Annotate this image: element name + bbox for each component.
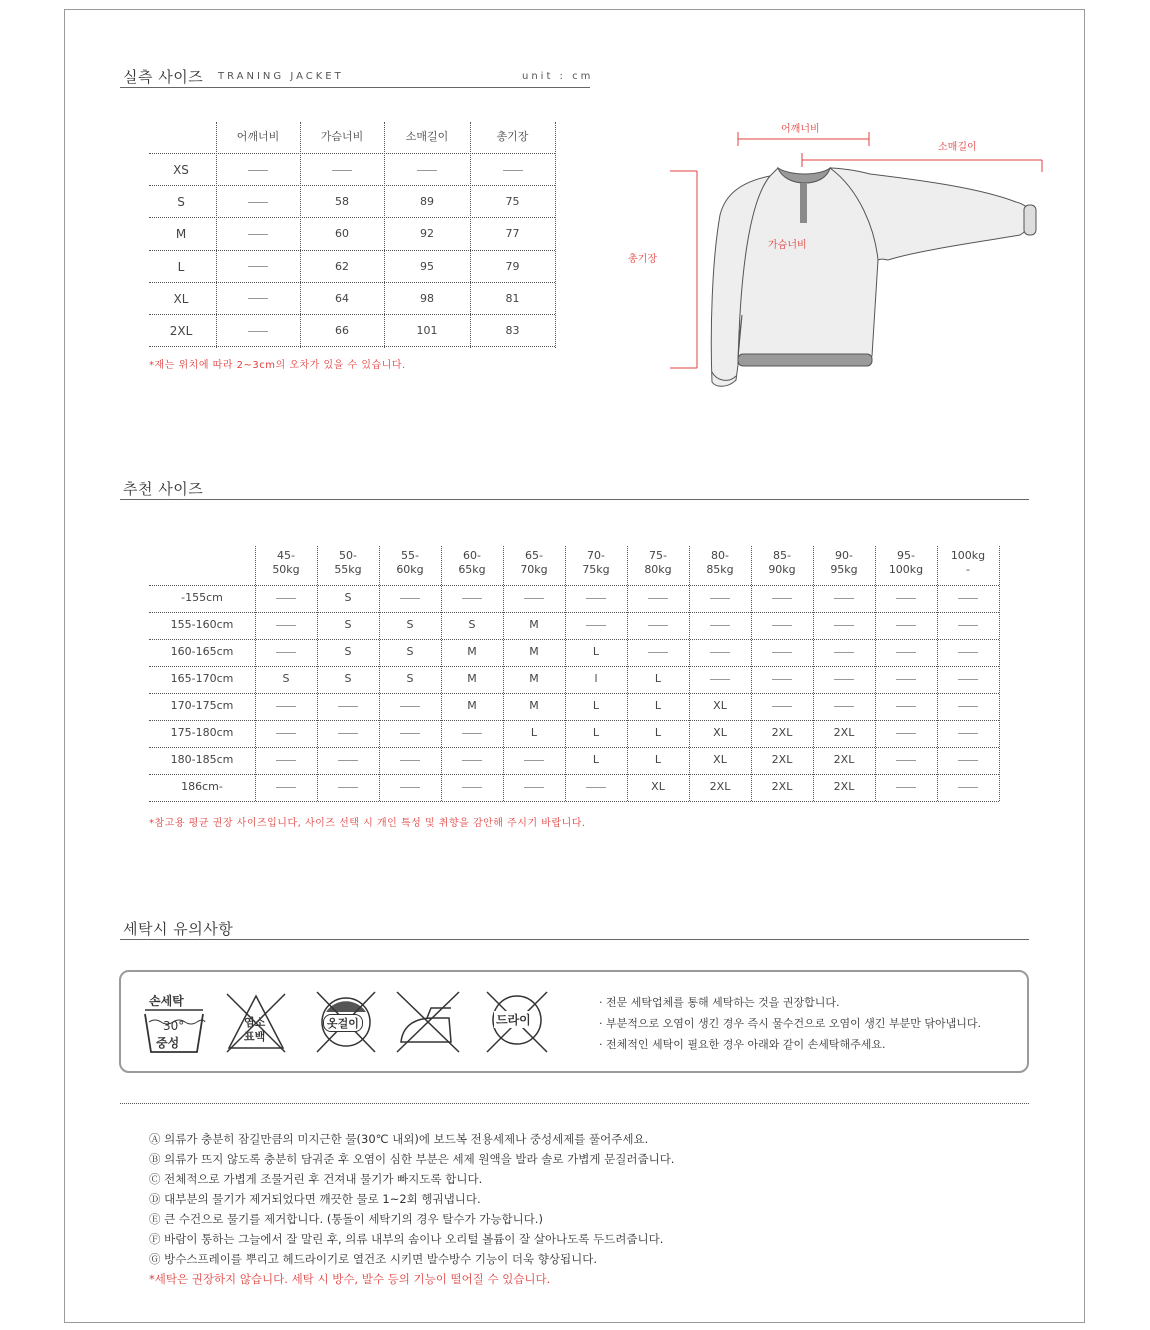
measure-cell: 95	[420, 259, 434, 273]
recommend-cell: S	[406, 672, 414, 685]
empty-dash	[958, 598, 978, 599]
height-label: 175-180cm	[170, 726, 234, 739]
empty-dash	[772, 625, 792, 626]
recommend-cell	[875, 618, 937, 632]
weight-header: 100kg -	[950, 549, 986, 576]
measure-cell: 62	[335, 259, 349, 273]
recommend-row-divider	[149, 693, 999, 694]
recommend-cell	[627, 645, 689, 659]
empty-dash	[772, 652, 792, 653]
recommend-cell: L	[654, 726, 662, 739]
measure-cell: 92	[420, 227, 434, 241]
recommend-cell	[379, 591, 441, 605]
care-bullet: · 전문 세탁업체를 통해 세탁하는 것을 권장합니다.	[599, 996, 840, 1009]
measure-cell: 79	[505, 259, 520, 273]
recommend-cell	[937, 753, 999, 767]
washing-step: Ⓒ 전체적으로 가볍게 조물거린 후 건져내 물기가 빠지도록 합니다.	[149, 1172, 483, 1186]
height-label: 165-170cm	[170, 672, 234, 685]
recommend-cell: S	[468, 618, 476, 631]
recommend-cell: S	[406, 618, 414, 631]
recommend-cell	[255, 753, 317, 767]
washing-step: Ⓖ 방수스프레이를 뿌리고 헤드라이기로 열건조 시키면 발수방수 기능이 더욱 향상됩니다.	[149, 1252, 597, 1266]
empty-dash	[276, 706, 296, 707]
washing-step: Ⓐ 의류가 충분히 잠길만큼의 미지근한 물(30℃ 내외)에 보드복 전용세제나 중성세제를 풀어주세요.	[149, 1132, 649, 1146]
height-label: -155cm	[181, 591, 223, 604]
recommend-cell	[379, 753, 441, 767]
measure-cell: 66	[335, 324, 349, 337]
recommend-cell	[441, 753, 503, 767]
no-bleach-bottom: 표백	[244, 1030, 266, 1043]
recommend-cell	[503, 591, 565, 605]
measure-note: *재는 위치에 따라 2~3cm의 오차가 있을 수 있습니다.	[149, 360, 406, 371]
recommend-cell	[751, 591, 813, 605]
recommend-cell	[875, 672, 937, 686]
recommend-cell: S	[344, 672, 352, 685]
recommend-cell: S	[406, 645, 414, 658]
empty-dash	[710, 598, 730, 599]
recommend-title: 추천 사이즈	[123, 480, 204, 498]
recommend-cell	[255, 645, 317, 659]
empty-dash	[524, 598, 544, 599]
recommend-cell	[317, 753, 379, 767]
measure-size-label: XS	[173, 163, 189, 177]
recommend-cell	[813, 699, 875, 713]
no-bleach-top: 염소	[244, 1016, 266, 1029]
recommend-cell: M	[467, 672, 477, 685]
empty-dash	[710, 679, 730, 680]
empty-dash	[586, 787, 606, 788]
washing-step: Ⓕ 바람이 통하는 그늘에서 잘 말린 후, 의류 내부의 솜이나 오리털 볼륨이 잘 살아나도록 두드려줍니다.	[149, 1232, 664, 1246]
empty-dash	[958, 625, 978, 626]
empty-dash	[338, 760, 358, 761]
recommend-cell	[255, 699, 317, 713]
recommend-cell: L	[592, 726, 600, 739]
empty-dash	[400, 598, 420, 599]
weight-header: 50- 55kg	[334, 549, 362, 576]
weight-header: 70- 75kg	[582, 549, 610, 576]
recommend-cell	[689, 645, 751, 659]
measure-col-header: 총기장	[496, 130, 529, 143]
recommend-cell: XL	[713, 753, 727, 766]
empty-dash	[338, 733, 358, 734]
recommend-note: *참고용 평균 권장 사이즈입니다, 사이즈 선택 시 개인 특성 및 취향을 감안해 주시기 바랍니다.	[149, 818, 586, 829]
empty-dash	[772, 706, 792, 707]
empty-dash	[772, 679, 792, 680]
recommend-cell: 2XL	[709, 780, 731, 793]
recommend-cell: L	[592, 645, 600, 658]
empty-dash	[958, 733, 978, 734]
washing-title: 세탁시 유의사항	[123, 920, 234, 938]
empty-dash	[958, 787, 978, 788]
empty-dash	[896, 733, 916, 734]
recommend-cell: XL	[651, 780, 665, 793]
recommend-cell	[875, 699, 937, 713]
no-iron-icon	[393, 990, 463, 1054]
recommend-row-divider	[149, 720, 999, 721]
recommend-cell	[937, 672, 999, 686]
washing-divider	[120, 1103, 1029, 1104]
weight-header: 85- 90kg	[768, 549, 796, 576]
recommend-cell	[751, 645, 813, 659]
care-bullet: · 부분적으로 오염이 생긴 경우 즉시 물수건으로 오염이 생긴 부분만 닦아냅니다.	[599, 1017, 981, 1030]
diagram-chest-label: 가슴너비	[768, 240, 807, 251]
empty-dash	[648, 652, 668, 653]
recommend-row-divider	[149, 612, 999, 613]
empty-dash	[276, 625, 296, 626]
recommend-cell: 2XL	[771, 726, 793, 739]
recommend-cell	[317, 780, 379, 794]
empty-dash	[834, 625, 854, 626]
recommend-cell	[937, 591, 999, 605]
measure-size-label: S	[177, 195, 185, 210]
height-label: 155-160cm	[170, 618, 234, 631]
recommend-cell	[379, 780, 441, 794]
recommend-cell: l	[594, 672, 598, 685]
empty-dash	[276, 787, 296, 788]
empty-dash	[462, 760, 482, 761]
recommend-cell: L	[654, 699, 662, 712]
recommend-cell: M	[529, 699, 539, 712]
recommend-cell: L	[592, 699, 600, 712]
recommend-cell	[255, 780, 317, 794]
washing-step: Ⓓ 대부분의 물기가 제거되었다면 깨끗한 물로 1~2회 헹궈냅니다.	[149, 1192, 481, 1206]
washing-care-box	[119, 970, 1029, 1073]
recommend-cell: 2XL	[833, 780, 855, 793]
recommend-cell	[813, 645, 875, 659]
recommend-cell	[317, 699, 379, 713]
recommend-cell: M	[467, 645, 477, 658]
empty-dash	[276, 733, 296, 734]
recommend-cell	[813, 618, 875, 632]
measure-cell: 58	[335, 195, 349, 209]
recommend-cell	[751, 699, 813, 713]
recommend-cell	[503, 780, 565, 794]
weight-header: 90- 95kg	[830, 549, 858, 576]
recommend-row-divider	[149, 774, 999, 775]
recommend-cell: L	[654, 672, 662, 685]
empty-dash	[834, 652, 854, 653]
empty-dash	[400, 787, 420, 788]
recommend-cell: 2XL	[771, 780, 793, 793]
empty-dash	[710, 652, 730, 653]
empty-dash	[462, 787, 482, 788]
empty-dash	[648, 625, 668, 626]
measure-cell: 101	[416, 324, 438, 337]
measure-size-label: L	[177, 259, 185, 274]
measure-subtitle: TRANING JACKET	[218, 71, 344, 82]
recommend-row-divider	[149, 585, 999, 586]
empty-dash	[958, 706, 978, 707]
empty-dash	[896, 652, 916, 653]
no-hanger-text: 옷걸이	[323, 1014, 363, 1032]
recommend-row-divider	[149, 666, 999, 667]
hand-wash-top: 손세탁	[149, 994, 184, 1008]
recommend-cell	[441, 726, 503, 740]
recommend-cell: L	[530, 726, 538, 739]
measure-col-header: 어깨너비	[236, 130, 280, 143]
recommend-cell: S	[344, 618, 352, 631]
height-label: 160-165cm	[170, 645, 234, 658]
hand-wash-bottom: 중성	[156, 1036, 180, 1050]
empty-dash	[400, 760, 420, 761]
recommend-cell: M	[467, 699, 477, 712]
empty-dash	[586, 625, 606, 626]
empty-dash	[958, 760, 978, 761]
no-dryclean-icon	[485, 990, 549, 1054]
measure-size-label: XL	[173, 291, 189, 306]
recommend-cell	[503, 753, 565, 767]
recommend-cell: M	[529, 618, 539, 631]
empty-dash	[462, 598, 482, 599]
weight-header: 55- 60kg	[396, 549, 424, 576]
empty-dash	[524, 787, 544, 788]
recommend-cell: 2XL	[771, 753, 793, 766]
recommend-cell: S	[344, 645, 352, 658]
recommend-row-divider	[149, 747, 999, 748]
recommend-cell	[875, 645, 937, 659]
hand-wash-icon	[141, 988, 209, 1056]
no-bleach-icon	[225, 990, 287, 1054]
recommend-cell	[813, 672, 875, 686]
recommend-cell	[937, 699, 999, 713]
height-label: 186cm-	[181, 780, 223, 793]
recommend-cell	[565, 780, 627, 794]
recommend-cell	[317, 726, 379, 740]
measure-cell: 83	[505, 324, 520, 337]
recommend-cell	[689, 591, 751, 605]
recommend-cell	[937, 780, 999, 794]
recommend-cell	[937, 726, 999, 740]
recommend-cell	[379, 699, 441, 713]
empty-dash	[834, 679, 854, 680]
recommend-cell: L	[592, 753, 600, 766]
no-hanger-icon	[315, 990, 377, 1054]
measure-cell: 75	[505, 195, 520, 209]
empty-dash	[462, 733, 482, 734]
washing-warning: *세탁은 권장하지 않습니다. 세탁 시 방수, 발수 등의 기능이 떨어질 수 있습니다.	[149, 1272, 551, 1286]
recommend-cell	[875, 780, 937, 794]
recommend-cell	[379, 726, 441, 740]
no-dryclean-text: 드라이	[496, 1013, 531, 1027]
measure-col-header: 소매길이	[405, 130, 449, 143]
measure-cell: 77	[505, 227, 520, 241]
empty-dash	[338, 706, 358, 707]
empty-dash	[276, 652, 296, 653]
empty-dash	[276, 598, 296, 599]
recommend-cell	[937, 645, 999, 659]
recommend-cell	[937, 618, 999, 632]
recommend-cell: 2XL	[833, 753, 855, 766]
recommend-cell	[441, 591, 503, 605]
empty-dash	[400, 733, 420, 734]
recommend-cell	[255, 591, 317, 605]
recommend-cell	[875, 726, 937, 740]
recommend-cell	[627, 618, 689, 632]
recommend-cell	[813, 591, 875, 605]
recommend-cell	[875, 591, 937, 605]
empty-dash	[834, 598, 854, 599]
washing-step: Ⓔ 큰 수건으로 물기를 제거합니다. (통돌이 세탁기의 경우 탈수가 가능합니다.)	[149, 1212, 543, 1226]
measure-unit: unit : cm	[522, 71, 594, 82]
empty-dash	[896, 706, 916, 707]
recommend-cell	[565, 591, 627, 605]
measure-size-label: M	[175, 227, 187, 242]
measure-cell: 81	[505, 291, 520, 305]
recommend-cell	[689, 672, 751, 686]
empty-dash	[896, 625, 916, 626]
weight-header: 75- 80kg	[644, 549, 672, 576]
recommend-cell	[441, 780, 503, 794]
empty-dash	[958, 679, 978, 680]
empty-dash	[276, 760, 296, 761]
recommend-cell	[751, 618, 813, 632]
diagram-length-label: 총기장	[628, 254, 657, 265]
weight-header: 80- 85kg	[706, 549, 734, 576]
care-bullet: · 전체적인 세탁이 필요한 경우 아래와 같이 손세탁해주세요.	[599, 1038, 886, 1051]
empty-dash	[896, 760, 916, 761]
measure-size-label: 2XL	[169, 324, 193, 338]
height-label: 170-175cm	[170, 699, 234, 712]
weight-header: 65- 70kg	[520, 549, 548, 576]
care-bullets	[599, 992, 981, 1055]
recommend-cell: S	[344, 591, 352, 604]
recommend-cell	[751, 672, 813, 686]
washing-steps	[149, 1129, 674, 1289]
measure-cell: 89	[420, 195, 434, 209]
empty-dash	[958, 652, 978, 653]
recommend-cell	[689, 618, 751, 632]
empty-dash	[772, 598, 792, 599]
measure-cell: 64	[335, 291, 349, 305]
height-label: 180-185cm	[170, 753, 234, 766]
empty-dash	[338, 787, 358, 788]
recommend-col-divider	[999, 546, 1000, 801]
measure-title: 실측 사이즈	[123, 68, 204, 86]
recommend-cell: 2XL	[833, 726, 855, 739]
recommend-cell: S	[282, 672, 290, 685]
empty-dash	[834, 706, 854, 707]
empty-dash	[586, 598, 606, 599]
recommend-cell	[875, 753, 937, 767]
washing-title-rule	[120, 939, 1029, 940]
diagram-sleeve-label: 소매길이	[938, 142, 977, 153]
recommend-cell	[565, 618, 627, 632]
washing-step: Ⓑ 의류가 뜨지 않도록 충분히 담궈준 후 오염이 심한 부분은 세제 원액을 발라 솔로 가볍게 문질러줍니다.	[149, 1152, 675, 1166]
empty-dash	[400, 706, 420, 707]
recommend-row-divider	[149, 801, 999, 802]
recommend-cell	[255, 726, 317, 740]
empty-dash	[896, 598, 916, 599]
weight-header: 95- 100kg	[888, 549, 924, 576]
empty-dash	[524, 760, 544, 761]
empty-dash	[896, 679, 916, 680]
measure-cell: 98	[420, 291, 434, 305]
weight-header: 45- 50kg	[272, 549, 300, 576]
recommend-cell	[255, 618, 317, 632]
diagram-shoulder-label: 어깨너비	[781, 124, 820, 135]
recommend-cell: XL	[713, 726, 727, 739]
recommend-cell: M	[529, 672, 539, 685]
empty-dash	[896, 787, 916, 788]
recommend-cell: XL	[713, 699, 727, 712]
recommend-cell	[627, 591, 689, 605]
recommend-cell: M	[529, 645, 539, 658]
empty-dash	[648, 598, 668, 599]
weight-header: 60- 65kg	[458, 549, 486, 576]
hand-wash-temp: 30°	[163, 1019, 185, 1033]
measure-col-header: 가슴너비	[320, 130, 364, 143]
measure-cell: 60	[335, 227, 349, 241]
recommend-cell: L	[654, 753, 662, 766]
empty-dash	[710, 625, 730, 626]
recommend-row-divider	[149, 639, 999, 640]
